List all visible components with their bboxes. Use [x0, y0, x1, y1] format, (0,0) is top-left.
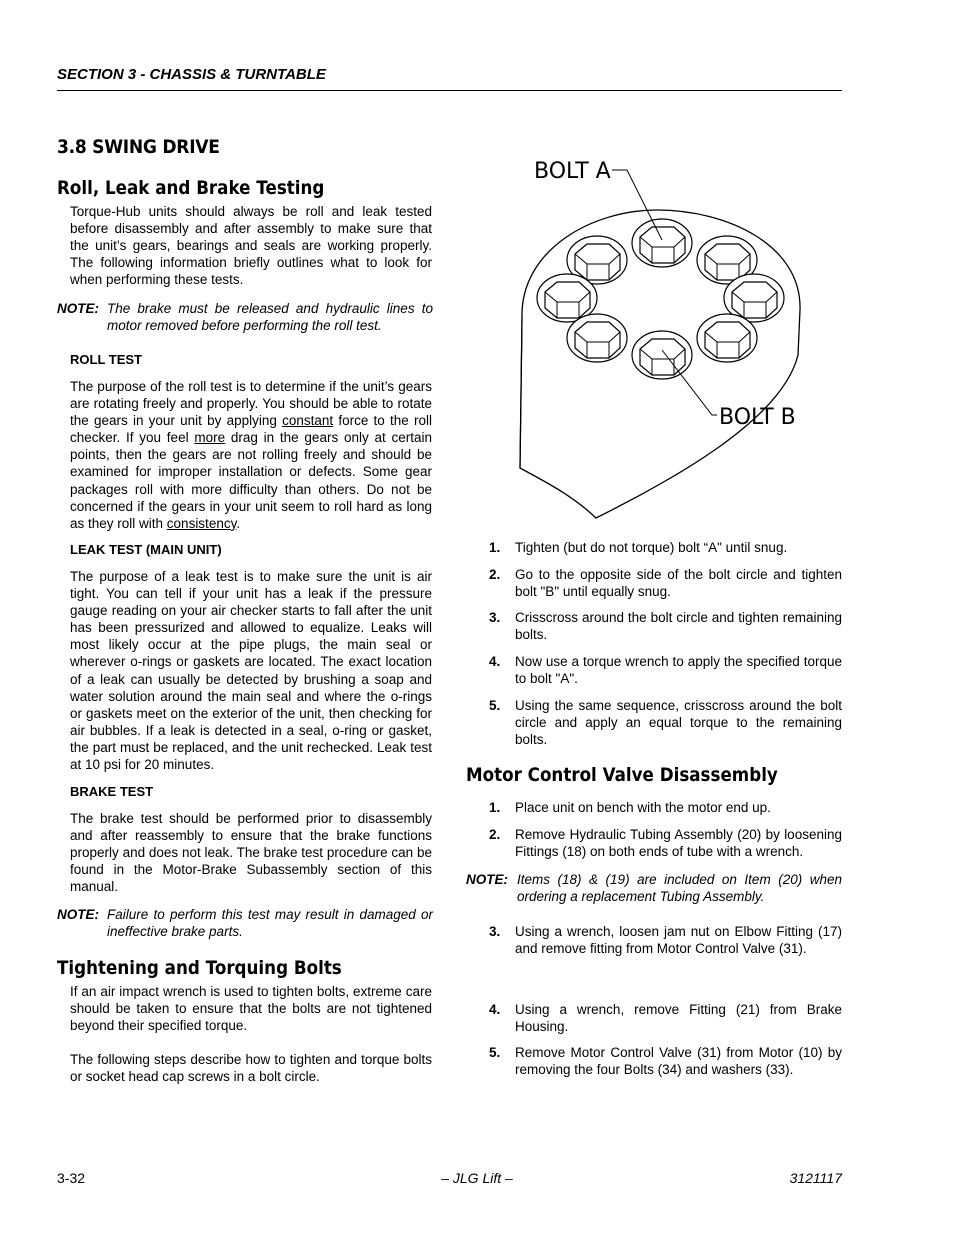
underlined-constant: constant	[282, 413, 334, 429]
leak-test-paragraph: The purpose of a leak test is to make sure the unit is air tight. You can tell if your unit has a leak if the pressure gauge reading on your air checker starts to fall after the unit has been pressurized and allowed to equalize. Leaks will most likely occur at the pipe plugs, the main seal or wherever o-rings or gaskets are located. The exact location of a leak can usually be detected by brushing a soap and water solution around the main seal and where the o-rings or gaskets meet on the exterior of the unit, then checking for air bubbles. If a leak is detected in a seal, o-ring or gasket, the part must be replaced, and the unit rechecked. Leak test at 10 psi for 20 minutes.	[70, 569, 432, 773]
brake-test-title: BRAKE TEST	[70, 784, 154, 799]
note-brake-test	[57, 906, 433, 942]
doc-number: 3121117	[789, 1170, 842, 1186]
roll-test-paragraph: The purpose of the roll test is to determine if the unit’s gears are rotating freely and properly. You should be able to rotate the gears in your unit by applying constant force to the roll checker. If you feel more drag in the gears only at certain points, then the gears are not rolling freely and should be examined for improper installation or defects. Some gear packages roll with more difficulty than others. Do not be concerned if the gears in your unit seem to roll hard as long as they roll with consistency.	[70, 379, 433, 531]
footer-center: – JLG Lift –	[441, 1170, 513, 1186]
bolt-circle-figure	[512, 150, 832, 525]
note-text: The brake must be released and hydraulic lines to motor removed before performing the roll test.	[107, 301, 433, 334]
page-number: 3-32	[57, 1170, 86, 1186]
bolt-a-label: BOLT A	[534, 159, 611, 184]
heading-tightening: Tightening and Torquing Bolts	[57, 957, 342, 979]
section-title: 3.8 SWING DRIVE	[57, 136, 220, 158]
note-text: Items (18) & (19) are included on Item (20) when ordering a replacement Tubing Assembly.	[517, 872, 842, 905]
note-roll-test	[57, 300, 433, 336]
tightening-paragraph-1: If an air impact wrench is used to tighten bolts, extreme care should be taken to ensure that the bolts are not tightened beyond their specified torque.	[70, 984, 432, 1034]
bolt-a	[632, 219, 692, 267]
tightening-paragraph-2: The following steps describe how to tighten and torque bolts or socket head cap screws in a bolt circle.	[70, 1052, 432, 1085]
note-label: NOTE:	[466, 872, 508, 887]
roll-test-title: ROLL TEST	[70, 352, 142, 367]
underlined-more: more	[194, 430, 226, 446]
note-tubing	[466, 871, 842, 907]
section-header: SECTION 3 - CHASSIS & TURNTABLE	[57, 66, 326, 83]
bolt-circle-drawing	[512, 150, 832, 525]
note-label: NOTE:	[57, 301, 99, 316]
note-label: NOTE:	[57, 907, 99, 922]
brake-test-paragraph: The brake test should be performed prior to disassembly and after reassembly to ensure that the brake functions properly and does not leak. The brake test procedure can be found in the Motor-Brake Subassembly section of this manual.	[70, 811, 432, 895]
bolt-b-label: BOLT B	[719, 405, 796, 430]
underlined-consistency: consistency	[166, 515, 237, 531]
note-text: Failure to perform this test may result in damaged or ineffective brake parts.	[107, 907, 433, 940]
leak-test-title: LEAK TEST (MAIN UNIT)	[70, 542, 222, 557]
heading-roll-leak: Roll, Leak and Brake Testing	[57, 177, 325, 199]
header-rule	[57, 90, 842, 91]
intro-paragraph: Torque-Hub units should always be roll and leak tested before disassembly and after assembly to make sure that the unit’s gears, bearings and seals are working properly. The following information briefly outlines what to look for when performing these tests.	[70, 204, 432, 288]
heading-motor-valve: Motor Control Valve Disassembly	[466, 764, 778, 786]
bolt-b	[632, 331, 692, 379]
